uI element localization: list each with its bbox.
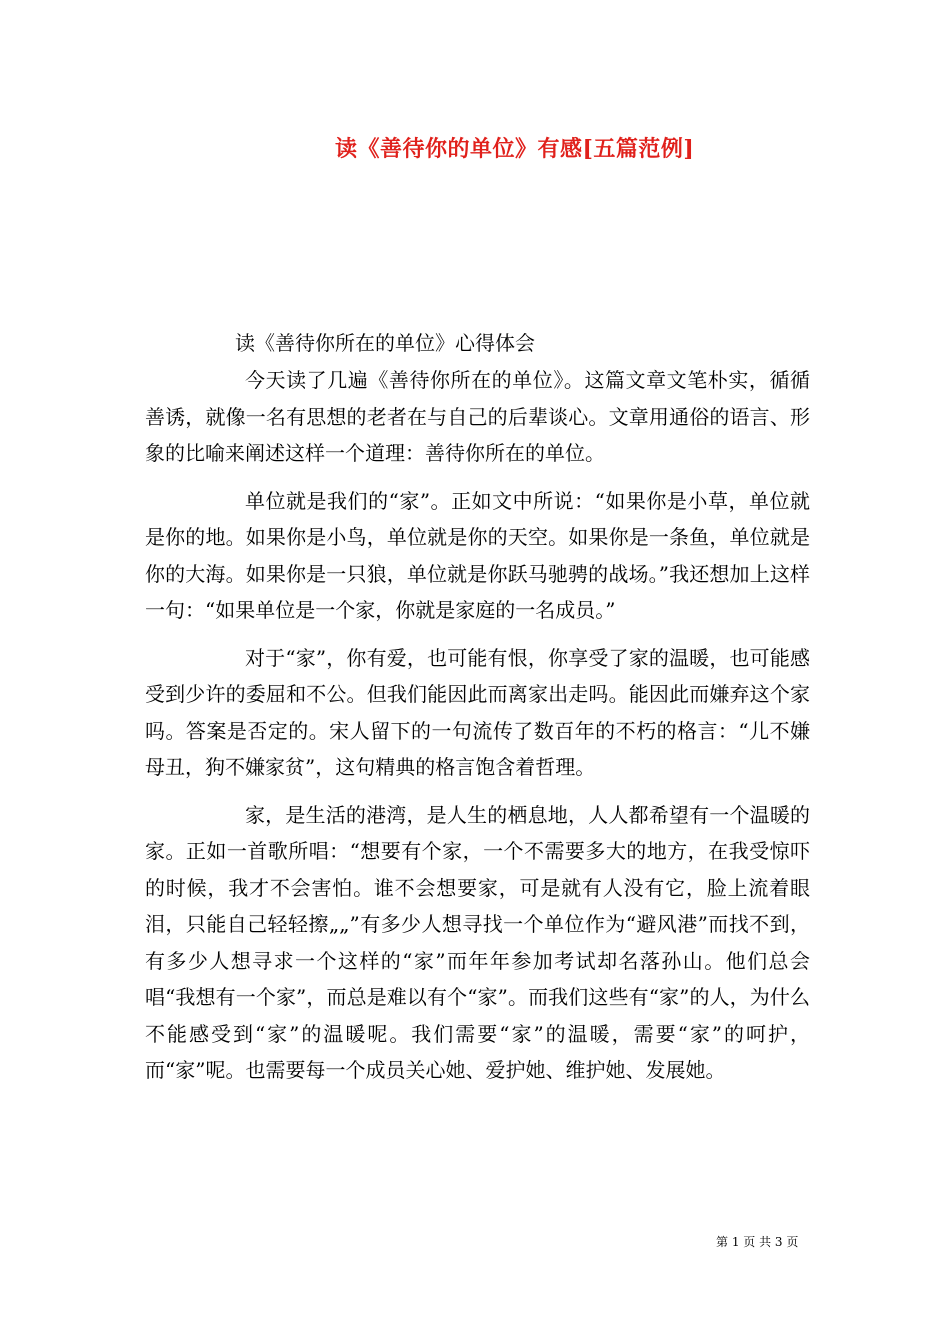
paragraph-1: 今天读了几遍《善待你所在的单位》。这篇文章文笔朴实，循循善诱，就像一名有思想的老者在与自己的后辈谈心。文章用通俗的语言、形象的比喻来阐述这样一个道理：善待你所在的单位。 xyxy=(145,368,810,465)
paragraph-2: 单位就是我们的“家”。正如文中所说：“如果你是小草，单位就是你的地。如果你是小鸟，单位就是你的天空。如果你是一条鱼，单位就是你的大海。如果你是一只狼，单位就是你跃马驰骋的战场。”我还想加上这样一句：“如果单位是一个家，你就是家庭的一名成员。” xyxy=(145,488,810,622)
article-subheading: 读《善待你所在的单位》心得体会 xyxy=(235,331,535,355)
paragraph-4: 家，是生活的港湾，是人生的栖息地，人人都希望有一个温暖的家。正如一首歌所唱：“想要有个家，一个不需要多大的地方，在我受惊吓的时候，我才不会害怕。谁不会想要家，可是就有人没有它，脸上流着眼泪，只能自己轻轻擦„„”有多少人想寻找一个单位作为“避风港”而找不到，有多少人想寻求一个这样的“家”而年年参加考试却名落孙山。他们总会唱“我想有一个家”，而总是难以有个“家”。而我们这些有“家”的人，为什么不能感受到“家”的温暖呢。我们需要“家”的温暖，需要“家”的呵护，而“家”呢。也需要每一个成员关心她、爱护她、维护她、发展她。 xyxy=(145,802,810,1082)
page-footer: 第 1 页 共 3 页 xyxy=(716,1235,799,1249)
article-body xyxy=(145,362,810,1100)
document-title: 读《善待你的单位》有感[五篇范例] xyxy=(335,136,695,162)
paragraph-3: 对于“家”，你有爱，也可能有恨，你享受了家的温暖，也可能感受到少许的委屈和不公。但我们能因此而离家出走吗。能因此而嫌弃这个家吗。答案是否定的。宋人留下的一句流传了数百年的不朽的格言：“儿不嫌母丑，狗不嫌家贫”，这句精典的格言饱含着哲理。 xyxy=(145,645,810,779)
